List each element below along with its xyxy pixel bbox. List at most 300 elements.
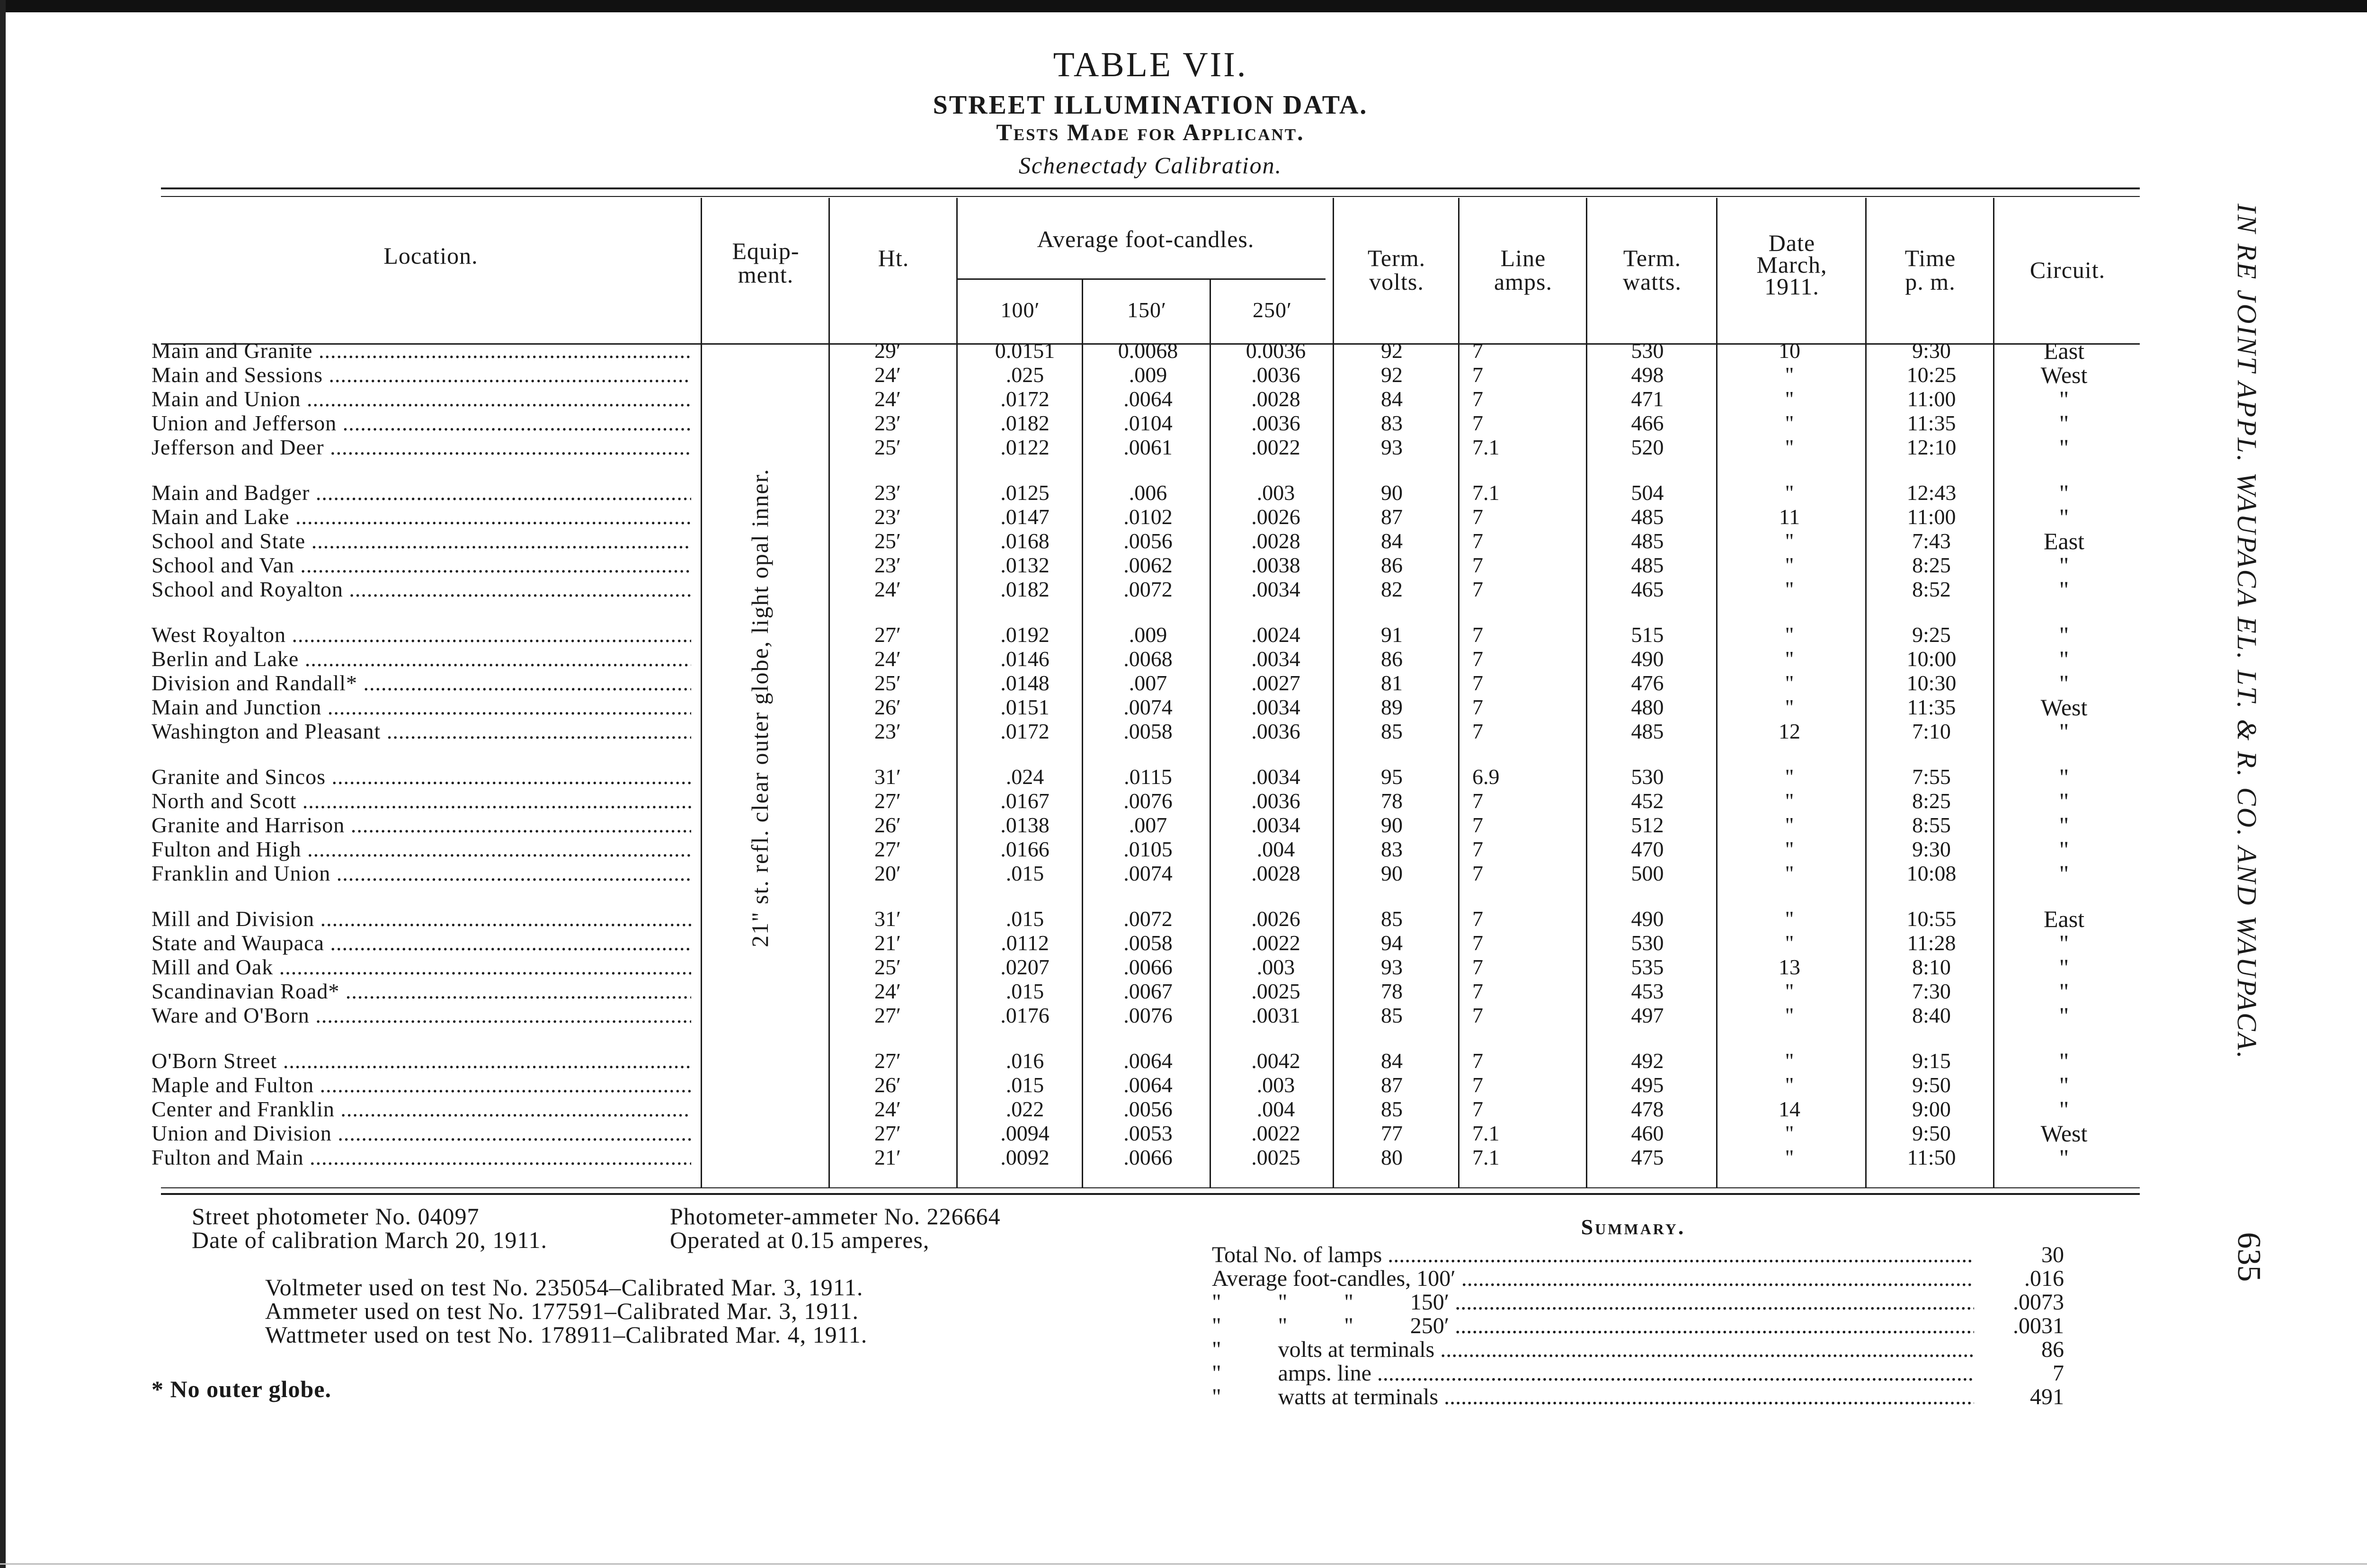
- circuit-cell: ": [2059, 504, 2069, 530]
- table-row: [0, 1145, 2159, 1170]
- time-cell: 10:25: [1906, 363, 1957, 387]
- time-cell: 9:30: [1912, 837, 1951, 861]
- fc100-cell: .015: [1006, 1073, 1044, 1097]
- height-cell: 31′: [874, 765, 901, 789]
- watts-cell: 470: [1631, 837, 1664, 861]
- time-cell: 10:08: [1906, 861, 1957, 885]
- date-cell: ": [1785, 979, 1794, 1003]
- date-cell: ": [1785, 765, 1794, 789]
- fc100-cell: .0146: [1000, 647, 1050, 671]
- table-subtitle: STREET ILLUMINATION DATA.: [933, 90, 1368, 120]
- volts-cell: 83: [1381, 411, 1403, 435]
- watts-cell: 471: [1631, 387, 1664, 411]
- time-cell: 8:25: [1912, 789, 1951, 813]
- fc250-cell: .004: [1256, 1097, 1295, 1121]
- circuit-cell: ": [2059, 552, 2069, 579]
- fc150-cell: .006: [1129, 481, 1167, 505]
- amps-cell: 7.1: [1472, 1121, 1500, 1145]
- fc100-cell: .0172: [1000, 719, 1050, 743]
- fc100-cell: .0132: [1000, 553, 1050, 577]
- fc100-cell: .022: [1006, 1097, 1044, 1121]
- fc250-cell: .0026: [1251, 505, 1300, 529]
- time-cell: 8:10: [1912, 955, 1951, 979]
- header-equipment: Equip- ment.: [732, 238, 800, 288]
- header-watts: Term. watts.: [1622, 245, 1682, 295]
- amps-cell: 7: [1472, 1003, 1483, 1027]
- date-cell: ": [1785, 695, 1794, 719]
- date-cell: ": [1785, 577, 1794, 601]
- height-cell: 24′: [874, 647, 901, 671]
- volts-cell: 84: [1381, 529, 1403, 553]
- date-cell: 13: [1779, 955, 1800, 979]
- fc100-cell: .0122: [1000, 435, 1050, 459]
- table-row: [0, 1121, 2159, 1146]
- height-cell: 24′: [874, 577, 901, 601]
- time-cell: 9:00: [1912, 1097, 1951, 1121]
- amps-cell: 7: [1472, 719, 1483, 743]
- watts-cell: 490: [1631, 647, 1664, 671]
- watts-cell: 478: [1631, 1097, 1664, 1121]
- fc150-cell: .0062: [1123, 553, 1173, 577]
- watts-cell: 492: [1631, 1049, 1664, 1073]
- height-cell: 26′: [874, 1073, 901, 1097]
- volts-cell: 85: [1381, 1003, 1403, 1027]
- location-cell: Main and Union .....: [151, 387, 691, 411]
- height-cell: 27′: [874, 1003, 901, 1027]
- circuit-cell: ": [2059, 410, 2069, 437]
- fc150-cell: .0064: [1123, 1073, 1173, 1097]
- height-cell: 23′: [874, 411, 901, 435]
- date-cell: 12: [1779, 719, 1800, 743]
- amps-cell: 7: [1472, 813, 1483, 837]
- fc100-cell: .0151: [1000, 695, 1050, 719]
- height-cell: 24′: [874, 1097, 901, 1121]
- fc250-cell: .004: [1256, 837, 1295, 861]
- fc150-cell: .0076: [1123, 789, 1173, 813]
- top-scan-border: [0, 0, 2367, 12]
- fc150-cell: .0076: [1123, 1003, 1173, 1027]
- circuit-cell: ": [2059, 812, 2069, 838]
- watts-cell: 452: [1631, 789, 1664, 813]
- table-row: [0, 813, 2159, 837]
- circuit-cell: ": [2059, 1144, 2069, 1171]
- watts-cell: 480: [1631, 695, 1664, 719]
- fc150-cell: .0104: [1123, 411, 1173, 435]
- date-cell: ": [1785, 1049, 1794, 1073]
- time-cell: 7:10: [1912, 719, 1951, 743]
- time-cell: 11:28: [1907, 931, 1956, 955]
- date-cell: ": [1785, 1145, 1794, 1169]
- fc100-cell: .0112: [1001, 931, 1049, 955]
- summary-label: " amps. line .....: [1212, 1361, 1974, 1386]
- watts-cell: 460: [1631, 1121, 1664, 1145]
- fc100-cell: .0092: [1000, 1145, 1050, 1169]
- time-cell: 8:40: [1912, 1003, 1951, 1027]
- fc250-cell: .0034: [1251, 647, 1300, 671]
- volts-cell: 92: [1381, 363, 1403, 387]
- fc250-cell: .0034: [1251, 577, 1300, 601]
- date-cell: ": [1785, 1121, 1794, 1145]
- amps-cell: 7.1: [1472, 481, 1500, 505]
- fc250-cell: .0026: [1251, 907, 1300, 931]
- circuit-cell: ": [2059, 930, 2069, 956]
- watts-cell: 475: [1631, 1145, 1664, 1169]
- location-cell: Washington and Pleasant .....: [151, 719, 691, 744]
- fc100-cell: .0168: [1000, 529, 1050, 553]
- summary-value: 30: [2041, 1242, 2064, 1267]
- volts-cell: 86: [1381, 647, 1403, 671]
- circuit-cell: East: [2043, 338, 2085, 364]
- date-cell: ": [1785, 481, 1794, 505]
- time-cell: 9:50: [1912, 1121, 1951, 1145]
- fc250-cell: .0028: [1251, 529, 1300, 553]
- fc250-cell: .0028: [1251, 387, 1300, 411]
- amps-cell: 7: [1472, 623, 1483, 647]
- height-cell: 24′: [874, 979, 901, 1003]
- date-cell: ": [1785, 813, 1794, 837]
- volts-cell: 95: [1381, 765, 1403, 789]
- watts-cell: 466: [1631, 411, 1664, 435]
- time-cell: 11:35: [1907, 695, 1956, 719]
- table-row: [0, 765, 2159, 789]
- circuit-cell: ": [2059, 622, 2069, 648]
- fc100-cell: .0138: [1000, 813, 1050, 837]
- fc250-cell: .0024: [1251, 623, 1300, 647]
- height-cell: 23′: [874, 553, 901, 577]
- height-cell: 25′: [874, 435, 901, 459]
- height-cell: 31′: [874, 907, 901, 931]
- fc250-cell: .0036: [1251, 789, 1300, 813]
- amps-cell: 7: [1472, 1097, 1483, 1121]
- time-cell: 8:25: [1912, 553, 1951, 577]
- fc150-cell: .0061: [1123, 435, 1173, 459]
- fc250-cell: .0042: [1251, 1049, 1300, 1073]
- date-cell: 14: [1779, 1097, 1800, 1121]
- watts-cell: 485: [1631, 553, 1664, 577]
- fc150-cell: .009: [1129, 363, 1167, 387]
- date-cell: 11: [1779, 505, 1800, 529]
- photometer-number: Street photometer No. 04097: [192, 1203, 480, 1229]
- fc100-cell: 0.0151: [995, 339, 1055, 363]
- watts-cell: 504: [1631, 481, 1664, 505]
- table-bottom-rule: [161, 1193, 2140, 1195]
- fc100-cell: .015: [1006, 907, 1044, 931]
- amps-cell: 7: [1472, 411, 1483, 435]
- date-cell: ": [1785, 435, 1794, 459]
- circuit-cell: ": [2059, 788, 2069, 814]
- date-cell: ": [1785, 931, 1794, 955]
- fc150-cell: .0072: [1123, 907, 1173, 931]
- summary-row: [1212, 1314, 2064, 1338]
- fc100-cell: .016: [1006, 1049, 1044, 1073]
- date-cell: ": [1785, 387, 1794, 411]
- watts-cell: 497: [1631, 1003, 1664, 1027]
- location-cell: State and Waupaca .....: [151, 931, 691, 955]
- fc100-cell: .0182: [1000, 577, 1050, 601]
- watts-cell: 490: [1631, 907, 1664, 931]
- fc150-cell: .0074: [1123, 695, 1173, 719]
- volts-cell: 90: [1381, 861, 1403, 885]
- time-cell: 11:50: [1907, 1145, 1956, 1169]
- fc150-cell: .009: [1129, 623, 1167, 647]
- date-cell: ": [1785, 553, 1794, 577]
- fc150-cell: .0102: [1123, 505, 1173, 529]
- circuit-cell: ": [2059, 860, 2069, 887]
- table-row: [0, 1097, 2159, 1122]
- circuit-cell: ": [2059, 386, 2069, 412]
- summary-label: " watts at terminals .....: [1212, 1385, 1974, 1409]
- location-cell: School and State .....: [151, 529, 691, 553]
- volts-cell: 80: [1381, 1145, 1403, 1169]
- fc150-cell: .007: [1129, 813, 1167, 837]
- table-row: [0, 339, 2159, 363]
- circuit-cell: ": [2059, 764, 2069, 790]
- header-volts: Term. volts.: [1367, 245, 1426, 295]
- circuit-cell: ": [2059, 954, 2069, 980]
- location-cell: Main and Sessions .....: [151, 363, 691, 387]
- table-row: [0, 363, 2159, 387]
- time-cell: 10:55: [1906, 907, 1957, 931]
- location-cell: Union and Division .....: [151, 1121, 691, 1146]
- location-cell: Fulton and Main .....: [151, 1145, 691, 1170]
- height-cell: 25′: [874, 955, 901, 979]
- watts-cell: 530: [1631, 339, 1664, 363]
- table-row: [0, 577, 2159, 602]
- fc150-cell: .0058: [1123, 719, 1173, 743]
- summary-value: 7: [2053, 1361, 2064, 1386]
- header-foot-candles: Average foot-candles.: [1037, 226, 1255, 252]
- summary-value: 491: [2030, 1384, 2064, 1409]
- table-row: [0, 481, 2159, 505]
- summary-label: Average foot-candles, 100′ .....: [1212, 1266, 1974, 1291]
- watts-cell: 465: [1631, 577, 1664, 601]
- watts-cell: 512: [1631, 813, 1664, 837]
- header-amps: Line amps.: [1494, 245, 1553, 295]
- height-cell: 21′: [874, 1145, 901, 1169]
- fc100-cell: .0172: [1000, 387, 1050, 411]
- height-cell: 24′: [874, 363, 901, 387]
- height-cell: 26′: [874, 695, 901, 719]
- volts-cell: 87: [1381, 1073, 1403, 1097]
- fc250-cell: .0027: [1251, 671, 1300, 695]
- circuit-cell: ": [2059, 1048, 2069, 1074]
- summary-label: " " " 150′ .....: [1212, 1290, 1974, 1315]
- summary-title: Summary.: [1581, 1215, 1686, 1239]
- time-cell: 7:55: [1912, 765, 1951, 789]
- date-cell: ": [1785, 1073, 1794, 1097]
- equipment-description: 21" st. refl. clear outer globe, light opal inner.: [747, 468, 773, 947]
- fc150-cell: .007: [1129, 671, 1167, 695]
- location-cell: School and Royalton .....: [151, 577, 691, 602]
- circuit-cell: ": [2059, 836, 2069, 863]
- location-cell: Main and Lake .....: [151, 505, 691, 529]
- watts-cell: 530: [1631, 931, 1664, 955]
- location-cell: Granite and Sincos .....: [151, 765, 691, 789]
- fc150-cell: .0067: [1123, 979, 1173, 1003]
- date-cell: ": [1785, 623, 1794, 647]
- fc100-cell: .0147: [1000, 505, 1050, 529]
- volts-cell: 90: [1381, 813, 1403, 837]
- fc100-cell: .025: [1006, 363, 1044, 387]
- location-cell: Jefferson and Deer .....: [151, 435, 691, 460]
- height-cell: 24′: [874, 387, 901, 411]
- time-cell: 12:43: [1906, 481, 1957, 505]
- summary-label: " volts at terminals .....: [1212, 1337, 1974, 1362]
- location-cell: Ware and O'Born .....: [151, 1003, 691, 1028]
- header-date: Date March, 1911.: [1756, 230, 1827, 300]
- watts-cell: 495: [1631, 1073, 1664, 1097]
- fc150-cell: .0072: [1123, 577, 1173, 601]
- watts-cell: 498: [1631, 363, 1664, 387]
- watts-cell: 500: [1631, 861, 1664, 885]
- table-row: [0, 979, 2159, 1004]
- location-cell: Main and Junction .....: [151, 695, 691, 720]
- height-cell: 23′: [874, 481, 901, 505]
- height-cell: 21′: [874, 931, 901, 955]
- time-cell: 11:00: [1907, 387, 1956, 411]
- fc250-cell: .0036: [1251, 411, 1300, 435]
- amps-cell: 7: [1472, 789, 1483, 813]
- fc250-cell: .0028: [1251, 861, 1300, 885]
- date-cell: ": [1785, 647, 1794, 671]
- summary-label: Total No. of lamps .....: [1212, 1243, 1974, 1267]
- time-cell: 9:25: [1912, 623, 1951, 647]
- location-cell: O'Born Street .....: [151, 1049, 691, 1073]
- summary-label: " " " 250′ .....: [1212, 1314, 1974, 1338]
- fc250-cell: .0022: [1251, 435, 1300, 459]
- amps-cell: 7.1: [1472, 1145, 1500, 1169]
- circuit-cell: ": [2059, 670, 2069, 696]
- photometer-ammeter: Photometer-ammeter No. 226664: [670, 1203, 1001, 1229]
- fc250-cell: .0034: [1251, 813, 1300, 837]
- table-row: [0, 435, 2159, 460]
- amps-cell: 7: [1472, 553, 1483, 577]
- circuit-cell: West: [2040, 362, 2088, 388]
- volts-cell: 77: [1381, 1121, 1403, 1145]
- height-cell: 27′: [874, 623, 901, 647]
- header-height: Ht.: [878, 245, 909, 271]
- fc250-cell: .0036: [1251, 719, 1300, 743]
- amps-cell: 7: [1472, 577, 1483, 601]
- calibration-date: Date of calibration March 20, 1911.: [192, 1227, 547, 1253]
- volts-cell: 85: [1381, 907, 1403, 931]
- location-cell: School and Van .....: [151, 553, 691, 578]
- fc150-cell: .0058: [1123, 931, 1173, 955]
- fc150-cell: .0056: [1123, 529, 1173, 553]
- location-cell: Division and Randall* .....: [151, 671, 691, 695]
- fc250-cell: .0031: [1251, 1003, 1300, 1027]
- table-row: [0, 789, 2159, 813]
- date-cell: ": [1785, 529, 1794, 553]
- outer-globe-footnote: * No outer globe.: [151, 1376, 331, 1402]
- summary-value: .0031: [2013, 1313, 2064, 1338]
- fc250-cell: .0036: [1251, 363, 1300, 387]
- height-cell: 27′: [874, 837, 901, 861]
- volts-cell: 86: [1381, 553, 1403, 577]
- location-cell: Mill and Division .....: [151, 907, 691, 931]
- header-location: Location.: [383, 242, 478, 269]
- table-row: [0, 931, 2159, 955]
- summary-value: .0073: [2013, 1290, 2064, 1315]
- date-cell: ": [1785, 861, 1794, 885]
- operating-current: Operated at 0.15 amperes,: [670, 1227, 930, 1253]
- ammeter-test: Ammeter used on test No. 177591–Calibrated Mar. 3, 1911.: [265, 1298, 859, 1324]
- volts-cell: 78: [1381, 789, 1403, 813]
- header-time: Time p. m.: [1904, 245, 1956, 295]
- summary-row: [1212, 1243, 2064, 1267]
- date-cell: ": [1785, 837, 1794, 861]
- fc150-cell: .0053: [1123, 1121, 1173, 1145]
- location-cell: Fulton and High .....: [151, 837, 691, 862]
- location-cell: North and Scott .....: [151, 789, 691, 813]
- fc150-cell: .0064: [1123, 387, 1173, 411]
- watts-cell: 520: [1631, 435, 1664, 459]
- table-top-rule: [161, 187, 2140, 189]
- fc250-cell: .0022: [1251, 1121, 1300, 1145]
- summary-row: [1212, 1290, 2064, 1315]
- table-row: [0, 623, 2159, 647]
- amps-cell: 7: [1472, 1049, 1483, 1073]
- volts-cell: 92: [1381, 339, 1403, 363]
- amps-cell: 7: [1472, 363, 1483, 387]
- watts-cell: 453: [1631, 979, 1664, 1003]
- volts-cell: 87: [1381, 505, 1403, 529]
- volts-cell: 94: [1381, 931, 1403, 955]
- time-cell: 10:00: [1906, 647, 1957, 671]
- volts-cell: 84: [1381, 1049, 1403, 1073]
- table-row: [0, 1049, 2159, 1073]
- fc250-cell: .0034: [1251, 765, 1300, 789]
- fc100-cell: .0166: [1000, 837, 1050, 861]
- table-row: [0, 411, 2159, 436]
- table-row: [0, 505, 2159, 529]
- amps-cell: 7: [1472, 1073, 1483, 1097]
- amps-cell: 7: [1472, 907, 1483, 931]
- fc150-cell: .0115: [1124, 765, 1172, 789]
- circuit-cell: West: [2040, 1120, 2088, 1147]
- watts-cell: 485: [1631, 505, 1664, 529]
- table-row: [0, 529, 2159, 553]
- fc150-cell: .0068: [1123, 647, 1173, 671]
- table-row: [0, 1073, 2159, 1097]
- table-row: [0, 907, 2159, 931]
- circuit-cell: ": [2059, 646, 2069, 672]
- summary-row: [1212, 1385, 2064, 1409]
- watts-cell: 515: [1631, 623, 1664, 647]
- location-cell: Main and Granite .....: [151, 339, 691, 363]
- amps-cell: 7: [1472, 931, 1483, 955]
- location-cell: Franklin and Union .....: [151, 861, 691, 886]
- summary-row: [1212, 1361, 2064, 1386]
- height-cell: 23′: [874, 505, 901, 529]
- amps-cell: 7: [1472, 955, 1483, 979]
- volts-cell: 82: [1381, 577, 1403, 601]
- time-cell: 9:15: [1912, 1049, 1951, 1073]
- fc250-cell: .003: [1256, 481, 1295, 505]
- summary-row: [1212, 1337, 2064, 1362]
- height-cell: 20′: [874, 861, 901, 885]
- bottom-scan-border: [0, 1563, 2367, 1565]
- fc100-cell: .0182: [1000, 411, 1050, 435]
- height-cell: 26′: [874, 813, 901, 837]
- table-row: [0, 671, 2159, 695]
- location-cell: Center and Franklin .....: [151, 1097, 691, 1122]
- fc150-cell: .0074: [1123, 861, 1173, 885]
- volts-cell: 83: [1381, 837, 1403, 861]
- watts-cell: 485: [1631, 529, 1664, 553]
- header-fc-150: 150′: [1127, 298, 1167, 322]
- summary-value: 86: [2041, 1337, 2064, 1362]
